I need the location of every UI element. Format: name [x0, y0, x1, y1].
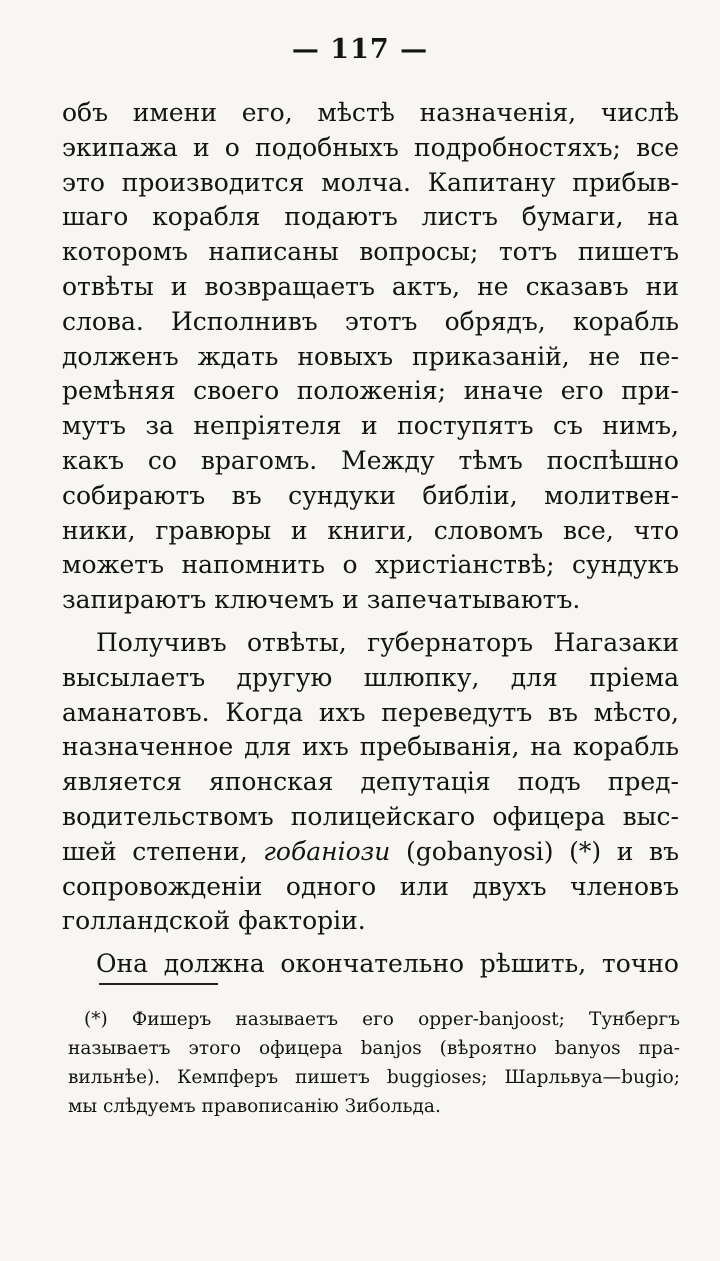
footnote-line: (*) Фишеръ называетъ его opper-banjoost; Тунбергъ: [84, 1009, 680, 1030]
text-line: Она должна окончательно рѣшить, точно: [96, 949, 679, 979]
text-line: отвѣты и возвращаетъ актъ, не сказавъ ни: [62, 271, 679, 301]
text-line: запираютъ ключемъ и запечатываютъ.: [62, 585, 581, 615]
text-line: собираютъ въ сундуки библіи, молитвен-: [62, 480, 679, 510]
text-line: экипажа и о подобныхъ подробностяхъ; все: [62, 132, 679, 162]
text-run: (gobanyosi) (*) и въ: [390, 836, 679, 866]
text-run: шей степени,: [62, 836, 264, 866]
text-line: водительствомъ полицейскаго офицера выс-: [62, 801, 679, 831]
text-line: голландской факторіи.: [62, 906, 366, 936]
text-line: высылаетъ другую шлюпку, для пріема: [62, 662, 679, 692]
footnote-line: мы слѣдуемъ правописанію Зибольда.: [68, 1096, 441, 1117]
body-text: [62, 96, 679, 982]
text-line: сопровожденіи одного или двухъ членовъ: [62, 871, 679, 901]
text-line: это производится молча. Капитану прибыв-: [62, 167, 679, 197]
text-line: долженъ ждать новыхъ приказаній, не пе-: [62, 341, 679, 371]
paragraph: [62, 626, 679, 939]
text-line: объ имени его, мѣстѣ назначенія, числѣ: [62, 98, 679, 127]
paragraph-gap: [62, 618, 679, 626]
text-line: какъ со врагомъ. Между тѣмъ поспѣшно: [62, 445, 679, 475]
text-line: ники, гравюры и книги, словомъ все, что: [62, 515, 679, 545]
text-line: Получивъ отвѣты, губернаторъ Нагазаки: [96, 627, 679, 657]
text-line: шаго корабля подаютъ листъ бумаги, на: [62, 202, 679, 232]
text-line: является японская депутація подъ пред-: [62, 767, 679, 797]
text-line: [62, 835, 679, 870]
italic-term: гобаніози: [263, 836, 391, 866]
footnote-divider: [99, 983, 218, 985]
text-line: назначенное для ихъ пребыванія, на корабль: [62, 732, 679, 762]
footnote: [68, 1005, 680, 1121]
page-number: — 117 —: [291, 34, 429, 65]
paragraph: [62, 947, 679, 982]
text-line: можетъ напомнить о христіанствѣ; сундукъ: [62, 550, 679, 580]
paragraph: [62, 96, 679, 618]
text-line: ремѣняя своего положенія; иначе его при-: [62, 376, 679, 406]
text-line: мутъ за непріятеля и поступятъ съ нимъ,: [62, 411, 679, 441]
footnote-line: называетъ этого офицера banjos (вѣроятно banyos пра-: [68, 1038, 680, 1059]
text-line: которомъ написаны вопросы; тотъ пишетъ: [62, 237, 679, 267]
text-line: аманатовъ. Когда ихъ переведутъ въ мѣсто,: [62, 697, 679, 727]
paragraph-gap: [62, 939, 679, 947]
text-line: слова. Исполнивъ этотъ обрядъ, корабль: [62, 306, 679, 336]
footnote-line: вильнѣе). Кемпферъ пишетъ buggioses; Шарльвуа—bugio;: [68, 1067, 680, 1088]
